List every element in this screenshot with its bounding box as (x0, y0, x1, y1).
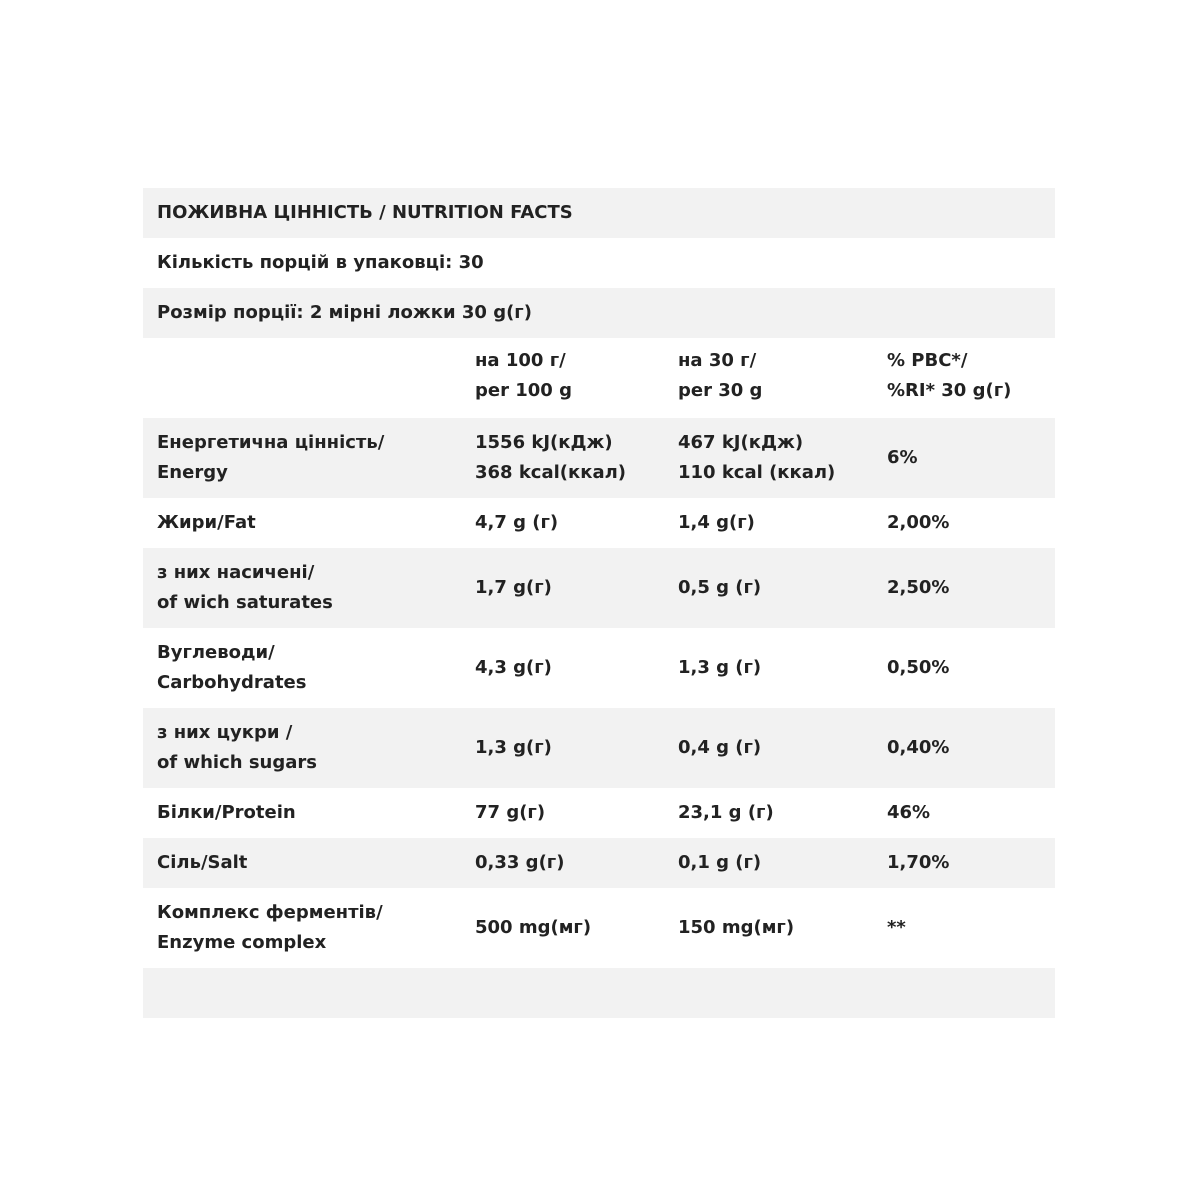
nutrient-name: з них насичені/ of wich saturates (157, 562, 333, 613)
value-per-30: 1,3 g (г) (678, 657, 762, 678)
row-saturates (143, 548, 1055, 628)
row-carbohydrates (143, 628, 1055, 708)
value-per-30: 467 kJ(кДж) 110 kcal (ккал) (678, 432, 836, 483)
nutrient-name: з них цукри / of which sugars (157, 722, 317, 773)
servings-per-pack: Кількість порцій в упаковці: 30 (157, 252, 484, 273)
row-sugars (143, 708, 1055, 788)
value-ri: ** (887, 917, 906, 938)
value-per-100: 500 mg(мг) (475, 917, 592, 938)
row-enzyme-complex (143, 888, 1055, 968)
value-ri: 6% (887, 447, 918, 468)
nutrient-name: Вуглеводи/ Carbohydrates (157, 642, 307, 693)
nutrition-table (143, 188, 1055, 1018)
serving-size: Розмір порції: 2 мірні ложки 30 g(г) (157, 302, 532, 323)
value-per-30: 0,4 g (г) (678, 737, 762, 758)
value-ri: 46% (887, 802, 931, 823)
row-energy (143, 418, 1055, 498)
value-per-100: 4,7 g (г) (475, 512, 559, 533)
value-per-30: 150 mg(мг) (678, 917, 795, 938)
nutrient-name: Енергетична цінність/ Energy (157, 432, 385, 483)
value-ri: 0,50% (887, 657, 950, 678)
value-per-30: 0,1 g (г) (678, 852, 762, 873)
header-per-30: на 30 г/ per 30 g (678, 350, 763, 401)
nutrient-name: Білки/Protein (157, 802, 296, 823)
value-per-100: 1,3 g(г) (475, 737, 552, 758)
value-per-30: 23,1 g (г) (678, 802, 774, 823)
value-per-30: 0,5 g (г) (678, 577, 762, 598)
value-per-30: 1,4 g(г) (678, 512, 755, 533)
row-salt (143, 838, 1055, 888)
nutrient-name: Жири/Fat (157, 512, 256, 533)
header-ri: % РВС*/ %RI* 30 g(г) (887, 350, 1012, 401)
value-ri: 2,00% (887, 512, 950, 533)
value-per-100: 1,7 g(г) (475, 577, 552, 598)
value-ri: 0,40% (887, 737, 950, 758)
row-protein (143, 788, 1055, 838)
value-per-100: 0,33 g(г) (475, 852, 565, 873)
value-per-100: 77 g(г) (475, 802, 546, 823)
table-title: ПОЖИВНА ЦІННІСТЬ / NUTRITION FACTS (157, 202, 573, 223)
row-fat (143, 498, 1055, 548)
table-title-row (143, 188, 1055, 238)
servings-row (143, 238, 1055, 288)
nutrient-name: Сіль/Salt (157, 852, 248, 873)
nutrient-name: Комплекс ферментів/ Enzyme complex (157, 902, 383, 953)
value-per-100: 1556 kJ(кДж) 368 kcal(ккал) (475, 432, 627, 483)
value-ri: 2,50% (887, 577, 950, 598)
serving-size-row (143, 288, 1055, 338)
value-ri: 1,70% (887, 852, 950, 873)
header-per-100: на 100 г/ per 100 g (475, 350, 572, 401)
column-header-row (143, 338, 1055, 418)
value-per-100: 4,3 g(г) (475, 657, 552, 678)
table-footer-row (143, 968, 1055, 1018)
